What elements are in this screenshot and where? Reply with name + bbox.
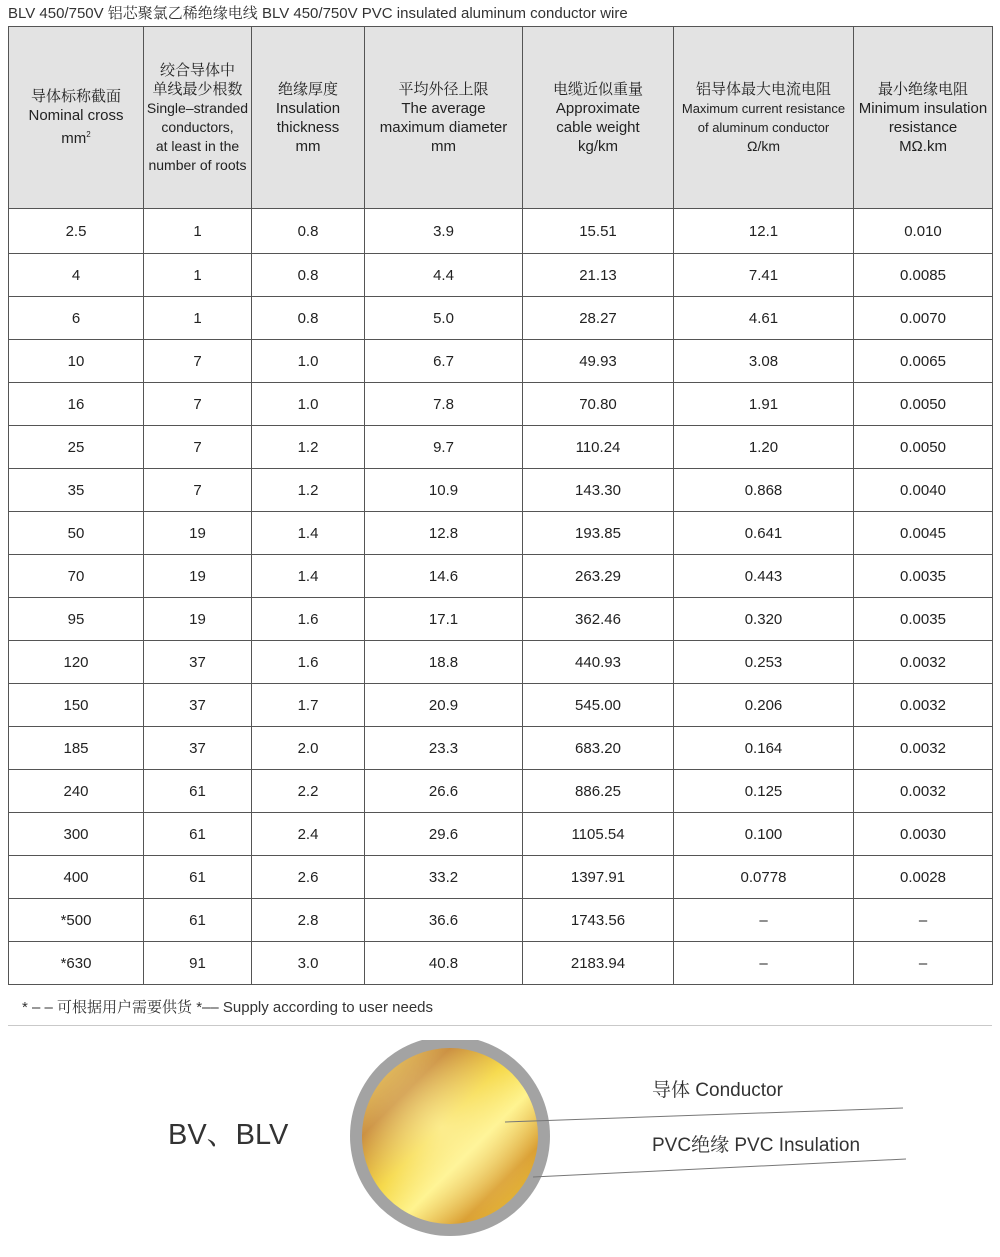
cell-cross-section: 6 <box>9 297 144 340</box>
cell-strand-count: 61 <box>144 899 252 942</box>
cell-insulation-thickness: 3.0 <box>252 942 365 985</box>
cell-cross-section: 150 <box>9 684 144 727</box>
cell-strand-count: 1 <box>144 209 252 254</box>
header-cn: 单线最少根数 <box>152 80 243 98</box>
cell-cross-section: *630 <box>9 942 144 985</box>
cell-cross-section: 400 <box>9 856 144 899</box>
cell-min-insulation-resistance: – <box>854 899 993 942</box>
cell-cable-weight: 440.93 <box>523 641 674 684</box>
table-row <box>9 512 993 555</box>
cell-max-resistance: 0.0778 <box>674 856 854 899</box>
cell-min-insulation-resistance: 0.010 <box>854 209 993 254</box>
cell-insulation-thickness: 2.6 <box>252 856 365 899</box>
table-row <box>9 383 993 426</box>
cell-max-diameter: 20.9 <box>365 684 523 727</box>
header-en: Minimum insulation <box>858 99 988 117</box>
cell-cable-weight: 15.51 <box>523 209 674 254</box>
insulation-leader-line <box>533 1159 906 1177</box>
cell-max-resistance: 12.1 <box>674 209 854 254</box>
cell-cable-weight: 683.20 <box>523 727 674 770</box>
header-cn: 导体标称截面 <box>30 88 121 105</box>
cell-cross-section: 10 <box>9 340 144 383</box>
header-unit: mm <box>431 137 456 155</box>
cell-max-diameter: 10.9 <box>365 469 523 512</box>
header-en: Approximate <box>555 99 641 117</box>
cell-max-diameter: 12.8 <box>365 512 523 555</box>
cell-cable-weight: 21.13 <box>523 254 674 297</box>
header-en: conductors, <box>161 118 234 135</box>
superscript-2: 2 <box>86 130 91 139</box>
header-en: resistance <box>888 118 958 136</box>
cell-cable-weight: 193.85 <box>523 512 674 555</box>
cell-insulation-thickness: 0.8 <box>252 209 365 254</box>
cell-strand-count: 7 <box>144 426 252 469</box>
cell-max-resistance: 0.443 <box>674 555 854 598</box>
table-row <box>9 641 993 684</box>
cell-min-insulation-resistance: – <box>854 942 993 985</box>
cell-max-diameter: 36.6 <box>365 899 523 942</box>
cell-max-resistance: 0.100 <box>674 813 854 856</box>
header-unit: mm <box>295 137 321 155</box>
cell-cable-weight: 70.80 <box>523 383 674 426</box>
cell-insulation-thickness: 1.4 <box>252 512 365 555</box>
table-row <box>9 899 993 942</box>
header-en: thickness <box>276 118 340 136</box>
cell-max-resistance: – <box>674 942 854 985</box>
table-title: BLV 450/750V 铝芯聚氯乙稀绝缘电线 BLV 450/750V PVC insulated aluminum conductor wire <box>8 5 628 22</box>
cell-cable-weight: 362.46 <box>523 598 674 641</box>
cell-insulation-thickness: 2.0 <box>252 727 365 770</box>
cell-strand-count: 19 <box>144 555 252 598</box>
header-en: Single–stranded <box>146 99 249 116</box>
header-en: The average <box>401 99 486 117</box>
cell-insulation-thickness: 2.4 <box>252 813 365 856</box>
table-row <box>9 813 993 856</box>
cell-strand-count: 61 <box>144 856 252 899</box>
cell-insulation-thickness: 1.2 <box>252 469 365 512</box>
cell-cable-weight: 1397.91 <box>523 856 674 899</box>
cell-max-resistance: 7.41 <box>674 254 854 297</box>
cell-min-insulation-resistance: 0.0035 <box>854 598 993 641</box>
cell-min-insulation-resistance: 0.0050 <box>854 383 993 426</box>
header-en: maximum diameter <box>379 118 508 136</box>
cell-max-diameter: 29.6 <box>365 813 523 856</box>
conductor-sheen <box>362 1048 538 1224</box>
cell-max-diameter: 6.7 <box>365 340 523 383</box>
cell-max-resistance: 0.206 <box>674 684 854 727</box>
table-row <box>9 340 993 383</box>
cell-cross-section: 240 <box>9 770 144 813</box>
cell-max-resistance: 3.08 <box>674 340 854 383</box>
cell-cross-section: *500 <box>9 899 144 942</box>
cell-strand-count: 91 <box>144 942 252 985</box>
header-en: at least in the <box>155 137 240 154</box>
cell-min-insulation-resistance: 0.0045 <box>854 512 993 555</box>
table-row <box>9 469 993 512</box>
table-row <box>9 598 993 641</box>
cell-cable-weight: 2183.94 <box>523 942 674 985</box>
insulation-label: PVC绝缘 PVC Insulation <box>652 1135 861 1156</box>
cell-insulation-thickness: 1.7 <box>252 684 365 727</box>
cell-cable-weight: 263.29 <box>523 555 674 598</box>
cell-cross-section: 25 <box>9 426 144 469</box>
cell-min-insulation-resistance: 0.0032 <box>854 770 993 813</box>
cell-strand-count: 7 <box>144 469 252 512</box>
header-min-insulation-resistance <box>854 27 993 209</box>
header-en: Nominal cross <box>28 107 124 124</box>
cell-strand-count: 7 <box>144 340 252 383</box>
cell-cable-weight: 1743.56 <box>523 899 674 942</box>
cell-min-insulation-resistance: 0.0085 <box>854 254 993 297</box>
table-row <box>9 727 993 770</box>
cell-strand-count: 37 <box>144 727 252 770</box>
table-row <box>9 942 993 985</box>
header-en: Maximum current resistance <box>681 100 846 116</box>
conductor-label: 导体 Conductor <box>652 1080 783 1101</box>
header-cn: 最小绝缘电阻 <box>877 80 968 98</box>
header-nominal-cross <box>9 27 144 209</box>
cell-insulation-thickness: 1.0 <box>252 383 365 426</box>
cell-max-diameter: 4.4 <box>365 254 523 297</box>
cell-insulation-thickness: 1.0 <box>252 340 365 383</box>
cell-strand-count: 1 <box>144 297 252 340</box>
table-header-row <box>9 27 993 209</box>
cell-max-resistance: – <box>674 899 854 942</box>
cell-max-resistance: 1.91 <box>674 383 854 426</box>
table-row <box>9 426 993 469</box>
cell-insulation-thickness: 2.2 <box>252 770 365 813</box>
table-row <box>9 297 993 340</box>
cell-max-resistance: 4.61 <box>674 297 854 340</box>
cell-insulation-thickness: 0.8 <box>252 297 365 340</box>
cell-cross-section: 120 <box>9 641 144 684</box>
cell-cross-section: 70 <box>9 555 144 598</box>
cell-min-insulation-resistance: 0.0065 <box>854 340 993 383</box>
cell-max-diameter: 7.8 <box>365 383 523 426</box>
cell-cable-weight: 110.24 <box>523 426 674 469</box>
cell-cross-section: 300 <box>9 813 144 856</box>
cell-min-insulation-resistance: 0.0035 <box>854 555 993 598</box>
header-cn: 绞合导体中 <box>159 61 235 79</box>
cell-strand-count: 61 <box>144 813 252 856</box>
table-body <box>9 209 993 985</box>
header-cable-weight <box>523 27 674 209</box>
cell-strand-count: 61 <box>144 770 252 813</box>
header-unit: Ω/km <box>746 137 781 154</box>
cell-max-diameter: 33.2 <box>365 856 523 899</box>
cell-min-insulation-resistance: 0.0040 <box>854 469 993 512</box>
cell-strand-count: 37 <box>144 641 252 684</box>
header-strand-count <box>144 27 252 209</box>
header-unit <box>9 125 143 148</box>
cell-strand-count: 37 <box>144 684 252 727</box>
cell-cable-weight: 1105.54 <box>523 813 674 856</box>
cell-min-insulation-resistance: 0.0032 <box>854 641 993 684</box>
cell-max-diameter: 18.8 <box>365 641 523 684</box>
spec-table <box>8 26 993 985</box>
cell-max-resistance: 0.164 <box>674 727 854 770</box>
header-insulation-thickness <box>252 27 365 209</box>
header-en: number of roots <box>148 156 247 173</box>
cell-insulation-thickness: 1.4 <box>252 555 365 598</box>
cell-cross-section: 35 <box>9 469 144 512</box>
cell-strand-count: 1 <box>144 254 252 297</box>
header-cn: 绝缘厚度 <box>277 80 338 98</box>
header-max-diameter <box>365 27 523 209</box>
cell-cross-section: 16 <box>9 383 144 426</box>
cell-max-resistance: 0.125 <box>674 770 854 813</box>
cell-strand-count: 7 <box>144 383 252 426</box>
cell-max-diameter: 17.1 <box>365 598 523 641</box>
cell-min-insulation-resistance: 0.0028 <box>854 856 993 899</box>
header-unit: kg/km <box>577 137 618 155</box>
cell-min-insulation-resistance: 0.0032 <box>854 727 993 770</box>
cell-max-diameter: 40.8 <box>365 942 523 985</box>
cell-max-diameter: 5.0 <box>365 297 523 340</box>
cell-cable-weight: 886.25 <box>523 770 674 813</box>
cell-cross-section: 4 <box>9 254 144 297</box>
cell-strand-count: 19 <box>144 598 252 641</box>
cell-max-resistance: 0.320 <box>674 598 854 641</box>
header-cn: 平均外径上限 <box>398 80 489 98</box>
cell-max-resistance: 1.20 <box>674 426 854 469</box>
header-unit-text: mm <box>61 130 87 147</box>
cell-cross-section: 95 <box>9 598 144 641</box>
cell-max-diameter: 23.3 <box>365 727 523 770</box>
cell-cable-weight: 545.00 <box>523 684 674 727</box>
header-en: Insulation <box>275 99 341 117</box>
table-row <box>9 856 993 899</box>
conductor-leader-line <box>505 1108 903 1122</box>
cell-insulation-thickness: 1.6 <box>252 641 365 684</box>
cell-strand-count: 19 <box>144 512 252 555</box>
table-row <box>9 209 993 254</box>
footnote: * – – 可根据用户需要供货 *–– Supply according to user needs <box>22 999 434 1016</box>
header-unit: MΩ.km <box>899 137 947 155</box>
cell-cable-weight: 143.30 <box>523 469 674 512</box>
cell-cross-section: 185 <box>9 727 144 770</box>
cell-max-resistance: 0.253 <box>674 641 854 684</box>
header-cn: 电缆近似重量 <box>552 80 643 98</box>
cell-max-diameter: 14.6 <box>365 555 523 598</box>
cell-min-insulation-resistance: 0.0070 <box>854 297 993 340</box>
cell-max-diameter: 26.6 <box>365 770 523 813</box>
cell-cross-section: 2.5 <box>9 209 144 254</box>
cell-min-insulation-resistance: 0.0050 <box>854 426 993 469</box>
cell-cable-weight: 49.93 <box>523 340 674 383</box>
cell-insulation-thickness: 1.2 <box>252 426 365 469</box>
table-row <box>9 770 993 813</box>
cell-insulation-thickness: 0.8 <box>252 254 365 297</box>
cell-max-resistance: 0.641 <box>674 512 854 555</box>
table-row <box>9 555 993 598</box>
header-en: of aluminum conductor <box>697 119 830 135</box>
cell-insulation-thickness: 2.8 <box>252 899 365 942</box>
cell-cable-weight: 28.27 <box>523 297 674 340</box>
cell-cross-section: 50 <box>9 512 144 555</box>
header-max-resistance <box>674 27 854 209</box>
model-name: BV、BLV <box>168 1119 289 1151</box>
table-row <box>9 684 993 727</box>
cell-min-insulation-resistance: 0.0030 <box>854 813 993 856</box>
cell-insulation-thickness: 1.6 <box>252 598 365 641</box>
table-row <box>9 254 993 297</box>
cell-min-insulation-resistance: 0.0032 <box>854 684 993 727</box>
cell-max-resistance: 0.868 <box>674 469 854 512</box>
header-en: cable weight <box>556 118 640 136</box>
cell-max-diameter: 9.7 <box>365 426 523 469</box>
divider <box>8 1025 992 1026</box>
cell-max-diameter: 3.9 <box>365 209 523 254</box>
header-cn: 铝导体最大电流电阻 <box>695 80 831 98</box>
